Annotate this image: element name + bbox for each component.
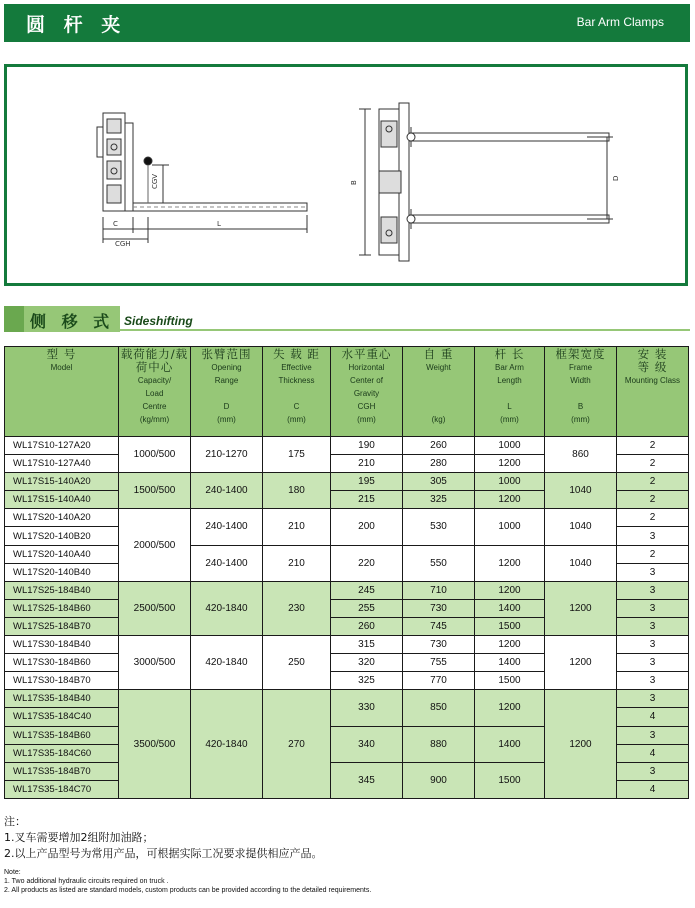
- table-cell: WL17S15-140A20: [5, 473, 119, 491]
- table-row: [5, 437, 689, 455]
- table-cell: 1200: [475, 491, 545, 509]
- table-cell: 210-1270: [191, 437, 263, 473]
- table-cell: 3: [617, 690, 689, 708]
- label-b: B: [350, 180, 358, 185]
- col-bar-length: 杆 长 Bar Arm Length L (mm): [475, 347, 545, 437]
- header-bar: [4, 4, 690, 42]
- label-c: C: [113, 220, 118, 228]
- table-cell: 215: [331, 491, 403, 509]
- table-cell: 850: [403, 690, 475, 726]
- table-cell: 1200: [475, 581, 545, 599]
- label-d: D: [612, 175, 620, 181]
- table-cell: 1040: [545, 473, 617, 509]
- table-cell: WL17S30-184B40: [5, 636, 119, 654]
- table-cell: WL17S35-184C40: [5, 708, 119, 726]
- table-cell: 860: [545, 437, 617, 473]
- table-cell: 240-1400: [191, 473, 263, 509]
- table-cell: 1040: [545, 509, 617, 545]
- table-cell: WL17S20-140A40: [5, 545, 119, 563]
- table-cell: WL17S30-184B60: [5, 654, 119, 672]
- header-title-en: Bar Arm Clamps: [576, 15, 664, 29]
- label-l: L: [217, 220, 221, 228]
- table-row: [5, 509, 689, 527]
- table-cell: 3: [617, 563, 689, 581]
- table-cell: WL17S20-140B20: [5, 527, 119, 545]
- table-cell: 3000/500: [119, 636, 191, 690]
- table-cell: 1000/500: [119, 437, 191, 473]
- table-cell: 1500: [475, 617, 545, 635]
- table-cell: 1200: [545, 636, 617, 690]
- table-cell: 180: [263, 473, 331, 509]
- table-cell: 190: [331, 437, 403, 455]
- table-cell: 770: [403, 672, 475, 690]
- table-row: [5, 690, 689, 708]
- table-cell: 3500/500: [119, 690, 191, 799]
- table-cell: 1000: [475, 509, 545, 545]
- table-cell: WL17S25-184B40: [5, 581, 119, 599]
- table-cell: 2: [617, 491, 689, 509]
- drawing-svg: [7, 67, 685, 283]
- notes: [4, 814, 690, 895]
- table-cell: 1040: [545, 545, 617, 581]
- table-cell: 280: [403, 455, 475, 473]
- table-cell: 305: [403, 473, 475, 491]
- header-title-cn: 圆 杆 夹: [26, 14, 127, 36]
- table-cell: 1400: [475, 726, 545, 762]
- table-cell: 755: [403, 654, 475, 672]
- spec-table: [4, 346, 689, 799]
- table-cell: 2000/500: [119, 509, 191, 581]
- notes-title-en: Note:: [4, 869, 21, 876]
- col-opening-range: 张臂范围 Opening Range D (mm): [191, 347, 263, 437]
- section-tab-accent: [4, 306, 24, 332]
- table-cell: 3: [617, 672, 689, 690]
- table-cell: 330: [331, 690, 403, 726]
- table-cell: WL17S10-127A40: [5, 455, 119, 473]
- table-cell: 730: [403, 599, 475, 617]
- table-cell: WL17S35-184C70: [5, 780, 119, 798]
- table-cell: WL17S20-140A20: [5, 509, 119, 527]
- table-cell: 1400: [475, 654, 545, 672]
- table-cell: WL17S35-184C60: [5, 744, 119, 762]
- col-capacity: 载荷能力/载荷中心 Capacity/ Load Centre (kg/mm): [119, 347, 191, 437]
- table-cell: 3: [617, 599, 689, 617]
- note-cn-1: 1.叉车需要增加2组附加油路；: [4, 831, 154, 844]
- table-cell: WL17S35-184B40: [5, 690, 119, 708]
- table-cell: 260: [331, 617, 403, 635]
- table-cell: 200: [331, 509, 403, 545]
- table-cell: 530: [403, 509, 475, 545]
- col-weight: 自 重 Weight (kg): [403, 347, 475, 437]
- table-cell: 420-1840: [191, 581, 263, 635]
- table-cell: 240-1400: [191, 545, 263, 581]
- table-cell: 900: [403, 762, 475, 798]
- col-effective-thickness: 失 载 距 Effective Thickness C (mm): [263, 347, 331, 437]
- table-cell: 345: [331, 762, 403, 798]
- table-cell: WL17S25-184B60: [5, 599, 119, 617]
- table-cell: 1200: [475, 690, 545, 726]
- table-cell: 1200: [545, 581, 617, 635]
- table-cell: 325: [331, 672, 403, 690]
- col-mounting-class: 安 装 等 级 Mounting Class: [617, 347, 689, 437]
- table-cell: 1500/500: [119, 473, 191, 509]
- table-cell: 245: [331, 581, 403, 599]
- table-cell: 210: [263, 545, 331, 581]
- table-cell: WL17S35-184B70: [5, 762, 119, 780]
- table-cell: WL17S35-184B60: [5, 726, 119, 744]
- table-cell: 1500: [475, 762, 545, 798]
- table-row: [5, 636, 689, 654]
- table-cell: 230: [263, 581, 331, 635]
- table-cell: 880: [403, 726, 475, 762]
- technical-drawing: [4, 64, 688, 286]
- table-cell: WL17S25-184B70: [5, 617, 119, 635]
- table-row: [5, 581, 689, 599]
- table-cell: 175: [263, 437, 331, 473]
- table-cell: WL17S20-140B40: [5, 563, 119, 581]
- col-model: 型 号 Model: [5, 347, 119, 437]
- table-cell: WL17S10-127A20: [5, 437, 119, 455]
- note-cn-2: 2.以上产品型号为常用产品，可根据实际工况要求提供相应产品。: [4, 847, 323, 860]
- table-cell: 195: [331, 473, 403, 491]
- table-cell: 3: [617, 726, 689, 744]
- col-frame-width: 框架宽度 Frame Width B (mm): [545, 347, 617, 437]
- section-title-cn: 侧 移 式: [30, 312, 115, 331]
- table-cell: 3: [617, 636, 689, 654]
- table-cell: 710: [403, 581, 475, 599]
- table-cell: 3: [617, 762, 689, 780]
- section-rule: [120, 329, 690, 331]
- label-cgh: CGH: [115, 240, 131, 248]
- table-cell: 340: [331, 726, 403, 762]
- table-cell: 420-1840: [191, 690, 263, 799]
- table-cell: 270: [263, 690, 331, 799]
- table-cell: 730: [403, 636, 475, 654]
- table-cell: 320: [331, 654, 403, 672]
- notes-title-cn: 注：: [4, 815, 26, 828]
- table-cell: 1200: [475, 636, 545, 654]
- table-cell: 3: [617, 581, 689, 599]
- table-cell: 4: [617, 744, 689, 762]
- table-cell: 745: [403, 617, 475, 635]
- table-cell: 550: [403, 545, 475, 581]
- table-cell: 2: [617, 545, 689, 563]
- table-cell: 2: [617, 437, 689, 455]
- table-cell: 4: [617, 708, 689, 726]
- note-en-2: 2. All products as listed are standard models, custom products can be provided according to the detailed requirements.: [4, 887, 372, 894]
- table-row: [5, 473, 689, 491]
- table-header-row: [5, 347, 689, 437]
- table-cell: 315: [331, 636, 403, 654]
- table-cell: 1500: [475, 672, 545, 690]
- table-cell: 3: [617, 654, 689, 672]
- table-cell: 3: [617, 617, 689, 635]
- table-cell: 1000: [475, 473, 545, 491]
- table-cell: 1200: [475, 455, 545, 473]
- table-row: [5, 545, 689, 563]
- table-cell: 1200: [545, 690, 617, 799]
- table-cell: 3: [617, 527, 689, 545]
- table-cell: 255: [331, 599, 403, 617]
- table-cell: 250: [263, 636, 331, 690]
- label-cgv: CGV: [151, 173, 159, 189]
- table-cell: 210: [263, 509, 331, 545]
- table-cell: 260: [403, 437, 475, 455]
- table-cell: 2: [617, 473, 689, 491]
- table-cell: 2: [617, 455, 689, 473]
- table-cell: 2: [617, 509, 689, 527]
- table-cell: 325: [403, 491, 475, 509]
- table-cell: 420-1840: [191, 636, 263, 690]
- table-cell: 1400: [475, 599, 545, 617]
- table-cell: 4: [617, 780, 689, 798]
- table-cell: WL17S15-140A40: [5, 491, 119, 509]
- section-title-en: Sideshifting: [124, 314, 193, 328]
- col-cgh: 水平重心 Horizontal Center of Gravity CGH (mm): [331, 347, 403, 437]
- table-cell: 220: [331, 545, 403, 581]
- table-cell: 1000: [475, 437, 545, 455]
- table-cell: 2500/500: [119, 581, 191, 635]
- table-cell: 210: [331, 455, 403, 473]
- table-cell: 1200: [475, 545, 545, 581]
- note-en-1: 1. Two additional hydraulic circuits required on truck .: [4, 878, 169, 885]
- table-cell: WL17S30-184B70: [5, 672, 119, 690]
- table-cell: 240-1400: [191, 509, 263, 545]
